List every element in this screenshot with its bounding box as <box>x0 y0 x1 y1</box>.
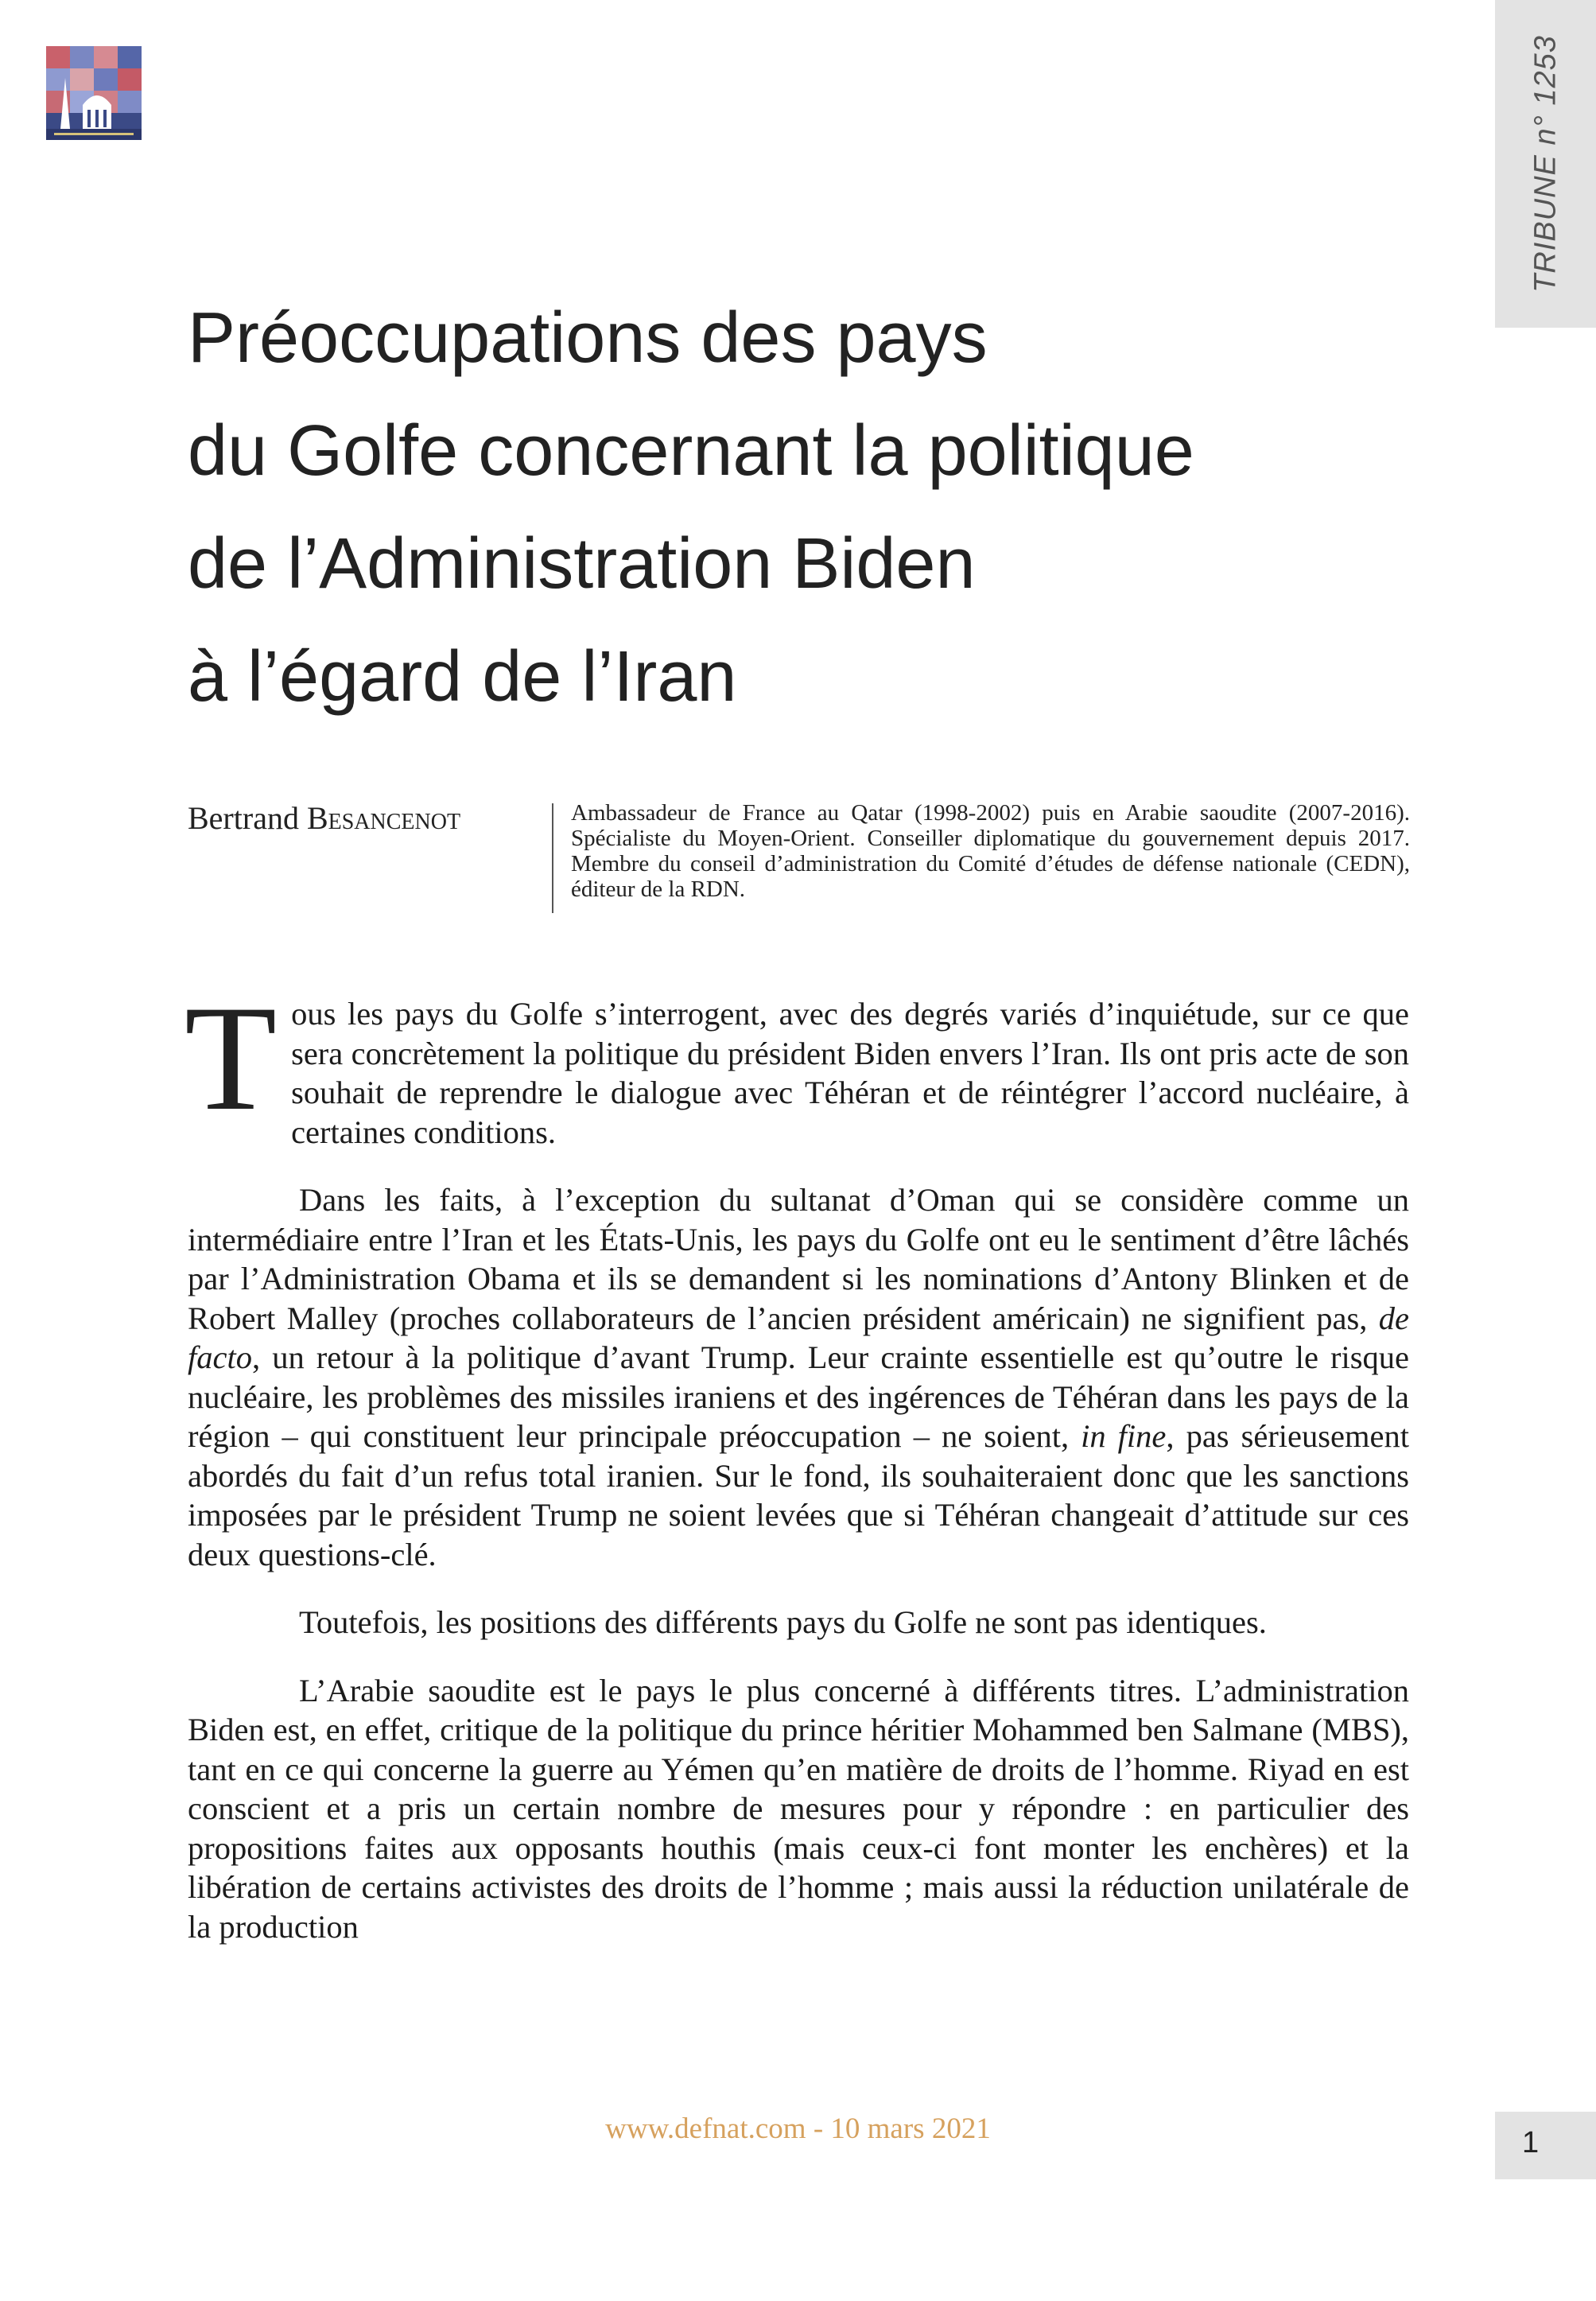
paragraph-2-emphasis-2: in fine <box>1081 1418 1167 1454</box>
paragraph-2-text-b: , un retour à la politique d’avant Trump. Leur crainte essentielle est qu’outre le risque nucléaire, les problèmes des missiles iraniens et des ingérences de Téhéran dans les pays de la région – qui constituent leur principale préoccupation – ne soient, <box>188 1339 1409 1454</box>
author-last-name: Besancenot <box>306 800 461 836</box>
author-divider <box>552 803 553 913</box>
rdn-logo-icon <box>46 46 142 140</box>
author-name <box>188 799 460 837</box>
page-number: 1 <box>1522 2126 1540 2159</box>
dropcap: T <box>184 975 278 1142</box>
title-line-2: du Golfe concernant la politique <box>188 411 1194 491</box>
author-first-name: Bertrand <box>188 800 299 836</box>
footer-site-date: www.defnat.com - 10 mars 2021 <box>605 2112 991 2145</box>
title-line-1: Préoccupations des pays <box>188 298 988 378</box>
paragraph-2-emphasis-1: de facto <box>188 1300 1409 1375</box>
article-title <box>188 282 1428 733</box>
paragraph-2-text-c: , pas sérieusement abordés du fait d’un refus total iranien. Sur le fond, ils souhaiteraient donc que les sanctions imposées par le président Trump ne soient levées que si Téhéran changeait d’attitude sur ces deux questions-clé. <box>188 1418 1410 1572</box>
paragraph-4: L’Arabie saoudite est le pays le plus concerné à différents titres. L’administration Biden est, en effet, critique de la politique du prince héritier Mohammed ben Salmane (MBS), tant en ce qui concerne la guerre au Yémen qu’en matière de droits de l’homme. Riyad en est conscient et a pris un certain nombre de mesures pour y répondre : en particulier des propositions faites aux opposants houthis (mais ceux-ci font monter les enchères) et la libération de certains activistes des droits de l’homme ; mais aussi la réduction unilatérale de la production <box>188 1672 1409 1945</box>
author-bio: Ambassadeur de France au Qatar (1998-2002) puis en Arabie saoudite (2007-2016). Spécialiste du Moyen-Orient. Conseiller diplomatique du gouvernement depuis 2017. Membre du conseil d’administration du Comité d’études de défense nationale (CEDN), éditeur de la RDN. <box>571 800 1410 902</box>
paragraph-3: Toutefois, les positions des différents pays du Golfe ne sont pas identiques. <box>299 1604 1267 1640</box>
title-line-3: de l’Administration Biden <box>188 524 976 604</box>
tribune-label: TRIBUNE n° 1253 <box>1528 35 1562 293</box>
tribune-tab <box>1495 0 1596 328</box>
title-line-4: à l’égard de l’Iran <box>188 637 737 717</box>
paragraph-1 <box>184 975 1409 1152</box>
page-number-box <box>1495 2112 1596 2179</box>
paragraph-2-text-a: Dans les faits, à l’exception du sultanat d’Oman qui se considère comme un intermédiaire entre l’Iran et les États-Unis, les pays du Golfe ont eu le sentiment d’être lâchés par l’Administration Obama et ils se demandent si les nominations d’Antony Blinken et de Robert Malley (proches collaborateurs de l’ancien président américain) ne signifient pas, <box>188 1182 1409 1336</box>
paragraph-2 <box>188 1180 1409 1574</box>
paragraph-1-text: ous les pays du Golfe s’interrogent, avec des degrés variés d’inquiétude, sur ce que sera concrètement la politique du président Biden envers l’Iran. Ils ont pris acte de son souhait de reprendre le dialogue avec Téhéran et de réintégrer l’accord nucléaire, à certaines conditions. <box>291 996 1409 1150</box>
article-body <box>184 975 1410 1975</box>
